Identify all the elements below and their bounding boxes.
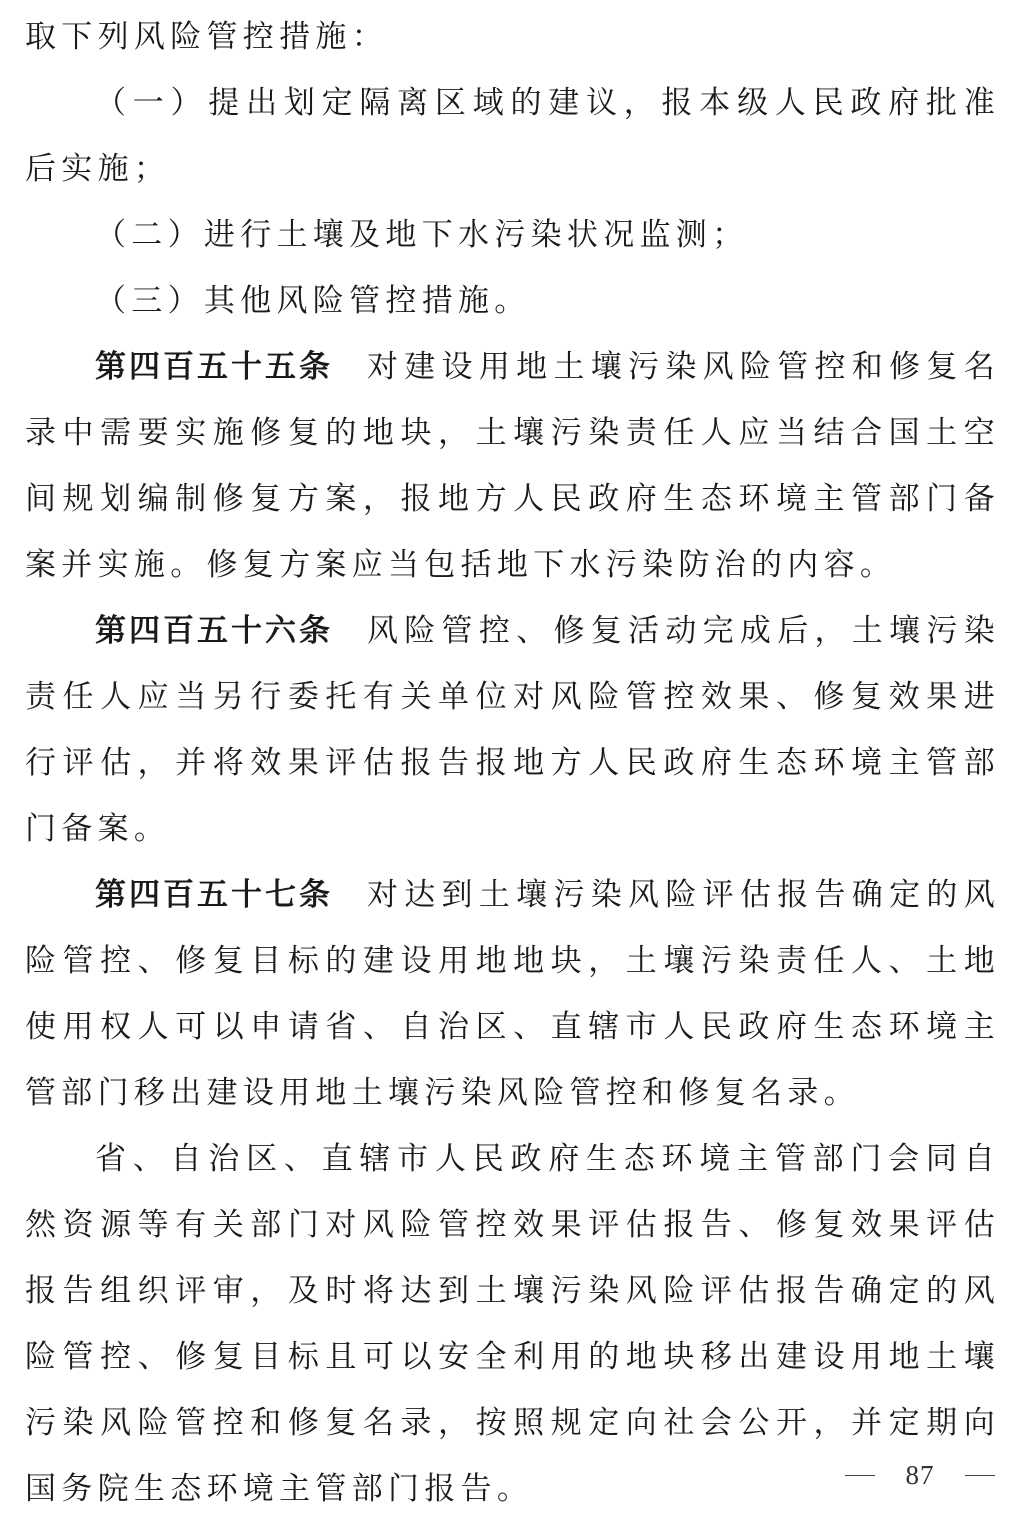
article-number: 第四百五十六条 bbox=[95, 613, 333, 649]
document-page bbox=[25, 4, 1000, 1522]
footer-dash-left bbox=[845, 1475, 875, 1476]
paragraph-text: （一）提出划定隔离区域的建议，报本级人民政府批准后实施； bbox=[25, 85, 1000, 187]
paragraph-item-1 bbox=[25, 70, 1000, 202]
page-footer bbox=[845, 1455, 995, 1495]
article-number: 第四百五十七条 bbox=[95, 877, 333, 913]
article-457 bbox=[25, 862, 1000, 1126]
paragraph-item-3 bbox=[25, 268, 1000, 334]
article-text: 对达到土壤污染风险评估报告确定的风险管控、修复目标的建设用地地块，土壤污染责任人、土地使用权人可以申请省、自治区、直辖市人民政府生态环境主管部门移出建设用地土壤污染风险管控和修复名录。 bbox=[25, 877, 1000, 1111]
article-455 bbox=[25, 334, 1000, 598]
article-text: 风险管控、修复活动完成后，土壤污染责任人应当另行委托有关单位对风险管控效果、修复效果进行评估，并将效果评估报告报地方人民政府生态环境主管部门备案。 bbox=[25, 613, 1000, 847]
page-number: 87 bbox=[905, 1460, 935, 1490]
article-text: 对建设用地土壤污染风险管控和修复名录中需要实施修复的地块，土壤污染责任人应当结合国土空间规划编制修复方案，报地方人民政府生态环境主管部门备案并实施。修复方案应当包括地下水污染防治的内容。 bbox=[25, 349, 1000, 583]
paragraph-text: 省、自治区、直辖市人民政府生态环境主管部门会同自然资源等有关部门对风险管控效果评估报告、修复效果评估报告组织评审，及时将达到土壤污染风险评估报告确定的风险管控、修复目标且可以安全利用的地块移出建设用地土壤污染风险管控和修复名录，按照规定向社会公开，并定期向国务院生态环境主管部门报告。 bbox=[25, 1141, 1000, 1507]
paragraph-item-2 bbox=[25, 202, 1000, 268]
paragraph-text: 取下列风险管控措施： bbox=[25, 19, 388, 55]
paragraph-text: （二）进行土壤及地下水污染状况监测； bbox=[95, 217, 749, 253]
paragraph-text: （三）其他风险管控措施。 bbox=[95, 283, 531, 319]
article-456 bbox=[25, 598, 1000, 862]
paragraph-continuation bbox=[25, 4, 1000, 70]
footer-dash-right bbox=[965, 1475, 995, 1476]
article-number: 第四百五十五条 bbox=[95, 349, 333, 385]
